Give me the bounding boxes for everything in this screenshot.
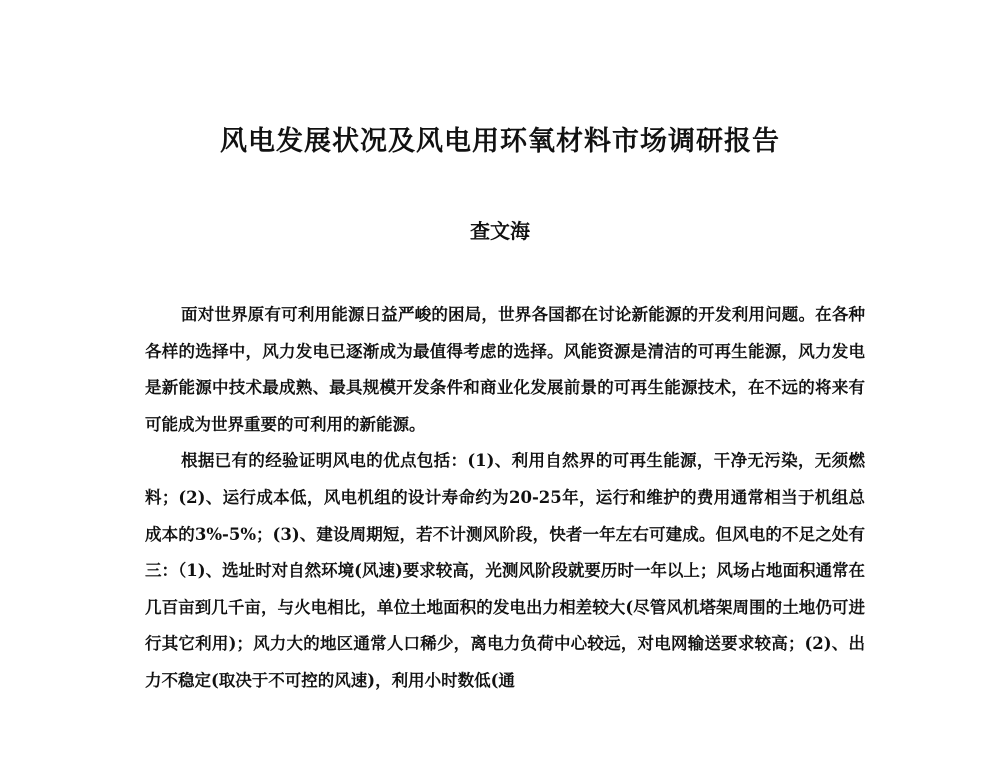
document-title: 风电发展状况及风电用环氧材料市场调研报告 xyxy=(220,126,780,157)
document-body xyxy=(145,297,865,700)
paragraph: 根据已有的经验证明风电的优点包括：(1)、利用自然界的可再生能源，干净无污染，无须燃料；(2)、运行成本低，风电机组的设计寿命约为20-25年，运行和维护的费用通常相当于机组总成本的3%-5%；(3)、建设周期短，若不计测风阶段，快者一年左右可建成。但风电的不足之处有三：（1)、选址时对自然环境(风速)要求较高，光测风阶段就要历时一年以上；风场占地面积通常在几百亩到几千亩，与火电相比，单位土地面积的发电出力相差较大(尽管风机塔架周围的土地仍可进行其它利用)；风力大的地区通常人口稀少，离电力负荷中心较远，对电网输送要求较高；(2)、出力不稳定(取决于不可控的风速)，利用小时数低(通 xyxy=(145,451,865,690)
paragraph: 面对世界原有可利用能源日益严峻的困局，世界各国都在讨论新能源的开发利用问题。在各种各样的选择中，风力发电已逐渐成为最值得考虑的选择。风能资源是清洁的可再生能源，风力发电是新能源中技术最成熟、最具规模开发条件和商业化发展前景的可再生能源技术，在不远的将来有可能成为世界重要的可利用的新能源。 xyxy=(145,305,865,434)
author-name: 查文海 xyxy=(470,219,530,243)
